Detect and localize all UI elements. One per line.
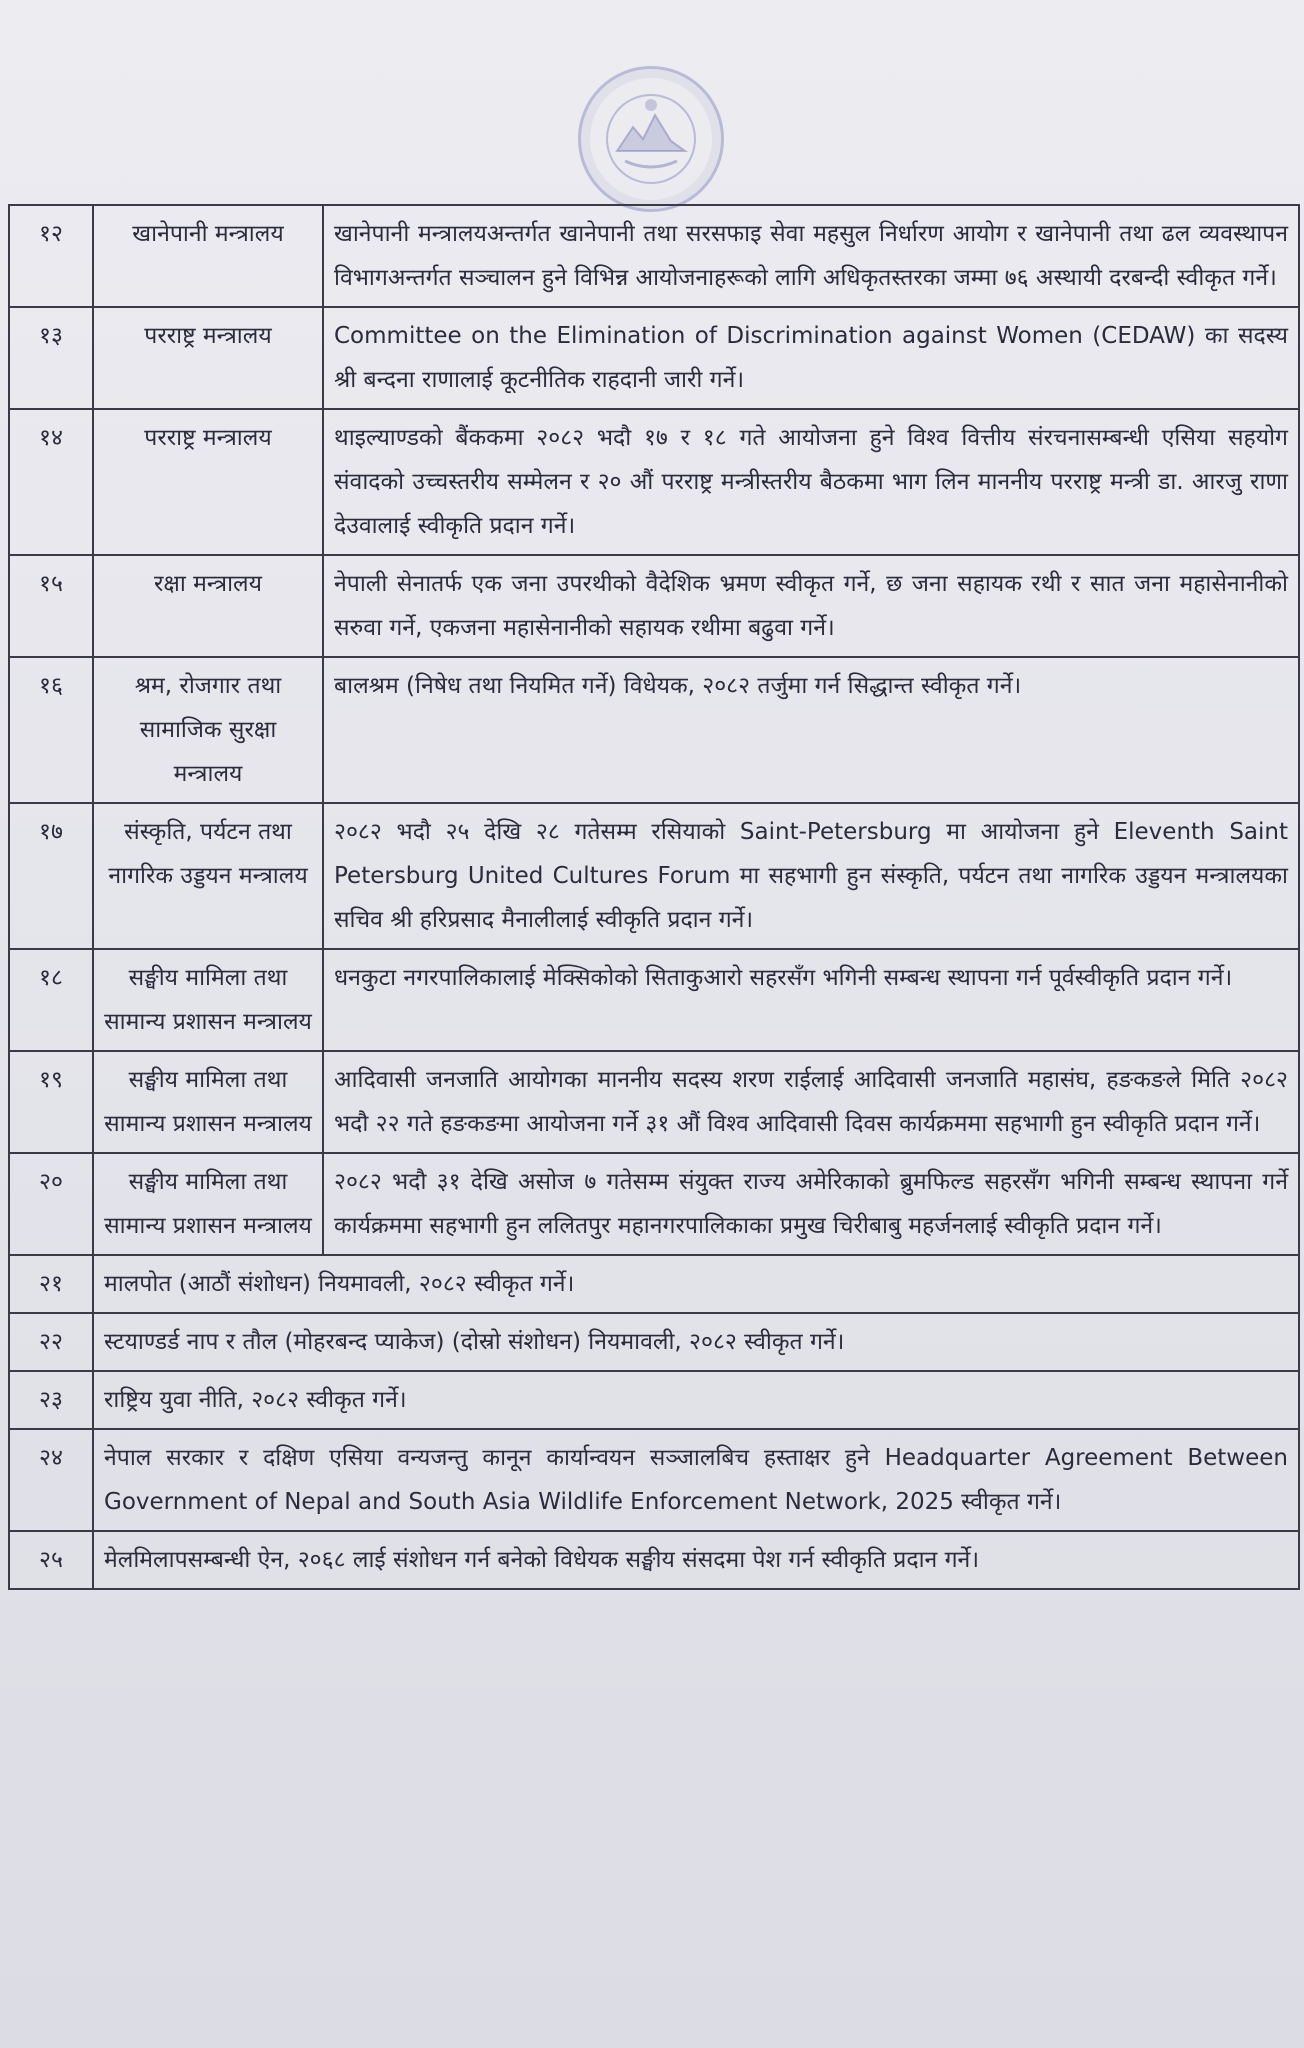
table-row (9, 657, 1299, 803)
decision-text: धनकुटा नगरपालिकालाई मेक्सिकोको सिताकुआरो सहरसँग भगिनी सम्बन्ध स्थापना गर्न पूर्वस्वीकृति प्रदान गर्ने। (323, 949, 1299, 1051)
row-number: २० (9, 1153, 93, 1255)
decision-text: थाइल्याण्डको बैंककमा २०८२ भदौ १७ र १८ गते आयोजना हुने विश्व वित्तीय संरचनासम्बन्धी एसिया सहयोग संवादको उच्चस्तरीय सम्मेलन र २० औं परराष्ट्र मन्त्रीस्तरीय बैठकमा भाग लिन माननीय परराष्ट्र मन्त्री डा. आरजु राणा देउवालाई स्वीकृति प्रदान गर्ने। (323, 409, 1299, 555)
ministry-cell: श्रम, रोजगार तथा सामाजिक सुरक्षा मन्त्रालय (93, 657, 323, 803)
ministry-cell: सङ्घीय मामिला तथा सामान्य प्रशासन मन्त्रालय (93, 1051, 323, 1153)
row-number: १३ (9, 307, 93, 409)
decision-text: नेपाल सरकार र दक्षिण एसिया वन्यजन्तु कानून कार्यान्वयन सञ्जालबिच हस्ताक्षर हुने Headquarter Agreement Between Government of Nepal and South Asia Wildlife Enforcement Network, 2025 स्वीकृत गर्ने। (93, 1429, 1299, 1531)
row-number: २१ (9, 1255, 93, 1313)
cabinet-decisions-table (8, 204, 1300, 1590)
decision-text: स्टयाण्डर्ड नाप र तौल (मोहरबन्द प्याकेज) (दोस्रो संशोधन) नियमावली, २०८२ स्वीकृत गर्ने। (93, 1313, 1299, 1371)
table-row (9, 803, 1299, 949)
ministry-cell: सङ्घीय मामिला तथा सामान्य प्रशासन मन्त्रालय (93, 949, 323, 1051)
decision-text: २०८२ भदौ ३१ देखि असोज ७ गतेसम्म संयुक्त राज्य अमेरिकाको ब्रुमफिल्ड सहरसँग भगिनी सम्बन्ध स्थापना गर्ने कार्यक्रममा सहभागी हुन ललितपुर महानगरपालिकाका प्रमुख चिरीबाबु महर्जनलाई स्वीकृति प्रदान गर्ने। (323, 1153, 1299, 1255)
row-number: १२ (9, 205, 93, 307)
table-row (9, 1051, 1299, 1153)
row-number: १४ (9, 409, 93, 555)
row-number: १९ (9, 1051, 93, 1153)
decision-text: खानेपानी मन्त्रालयअन्तर्गत खानेपानी तथा सरसफाइ सेवा महसुल निर्धारण आयोग र खानेपानी तथा ढल व्यवस्थापन विभागअन्तर्गत सञ्चालन हुने विभिन्न आयोजनाहरूको लागि अधिकृतस्तरका जम्मा ७६ अस्थायी दरबन्दी स्वीकृत गर्ने। (323, 205, 1299, 307)
decision-text: मालपोत (आठौं संशोधन) नियमावली, २०८२ स्वीकृत गर्ने। (93, 1255, 1299, 1313)
row-number: १६ (9, 657, 93, 803)
decision-text: राष्ट्रिय युवा नीति, २०८२ स्वीकृत गर्ने। (93, 1371, 1299, 1429)
row-number: १७ (9, 803, 93, 949)
ministry-cell: संस्कृति, पर्यटन तथा नागरिक उड्डयन मन्त्रालय (93, 803, 323, 949)
table-row (9, 1371, 1299, 1429)
table-row (9, 949, 1299, 1051)
decision-text: नेपाली सेनातर्फ एक जना उपरथीको वैदेशिक भ्रमण स्वीकृत गर्ने, छ जना सहायक रथी र सात जना महासेनानीको सरुवा गर्ने, एकजना महासेनानीको सहायक रथीमा बढुवा गर्ने। (323, 555, 1299, 657)
ministry-cell: रक्षा मन्त्रालय (93, 555, 323, 657)
table-row (9, 1313, 1299, 1371)
table-row (9, 307, 1299, 409)
row-number: २२ (9, 1313, 93, 1371)
table-row (9, 1531, 1299, 1589)
table-row (9, 1255, 1299, 1313)
decision-text: २०८२ भदौ २५ देखि २८ गतेसम्म रसियाको Saint-Petersburg मा आयोजना हुने Eleventh Saint Petersburg United Cultures Forum मा सहभागी हुन संस्कृति, पर्यटन तथा नागरिक उड्डयन मन्त्रालयका सचिव श्री हरिप्रसाद मैनालीलाई स्वीकृति प्रदान गर्ने। (323, 803, 1299, 949)
table-row (9, 205, 1299, 307)
ministry-cell: सङ्घीय मामिला तथा सामान्य प्रशासन मन्त्रालय (93, 1153, 323, 1255)
row-number: २५ (9, 1531, 93, 1589)
table-row (9, 409, 1299, 555)
row-number: १५ (9, 555, 93, 657)
ministry-cell: परराष्ट्र मन्त्रालय (93, 409, 323, 555)
decision-text: आदिवासी जनजाति आयोगका माननीय सदस्य शरण राईलाई आदिवासी जनजाति महासंघ, हङकङले मिति २०८२ भदौ २२ गते हङकङमा आयोजना गर्ने ३१ औं विश्व आदिवासी दिवस कार्यक्रममा सहभागी हुन स्वीकृति प्रदान गर्ने। (323, 1051, 1299, 1153)
decision-text: मेलमिलापसम्बन्धी ऐन, २०६८ लाई संशोधन गर्न बनेको विधेयक सङ्घीय संसदमा पेश गर्न स्वीकृति प्रदान गर्ने। (93, 1531, 1299, 1589)
government-seal (578, 66, 724, 212)
ministry-cell: परराष्ट्र मन्त्रालय (93, 307, 323, 409)
table-row (9, 555, 1299, 657)
decisions-table-body (9, 205, 1299, 1589)
seal-emblem-icon (581, 69, 721, 209)
row-number: २३ (9, 1371, 93, 1429)
row-number: १८ (9, 949, 93, 1051)
ministry-cell: खानेपानी मन्त्रालय (93, 205, 323, 307)
decision-text: बालश्रम (निषेध तथा नियमित गर्ने) विधेयक, २०८२ तर्जुमा गर्न सिद्धान्त स्वीकृत गर्ने। (323, 657, 1299, 803)
row-number: २४ (9, 1429, 93, 1531)
decision-text: Committee on the Elimination of Discrimination against Women (CEDAW) का सदस्य श्री बन्दना राणालाई कूटनीतिक राहदानी जारी गर्ने। (323, 307, 1299, 409)
table-row (9, 1153, 1299, 1255)
table-row (9, 1429, 1299, 1531)
